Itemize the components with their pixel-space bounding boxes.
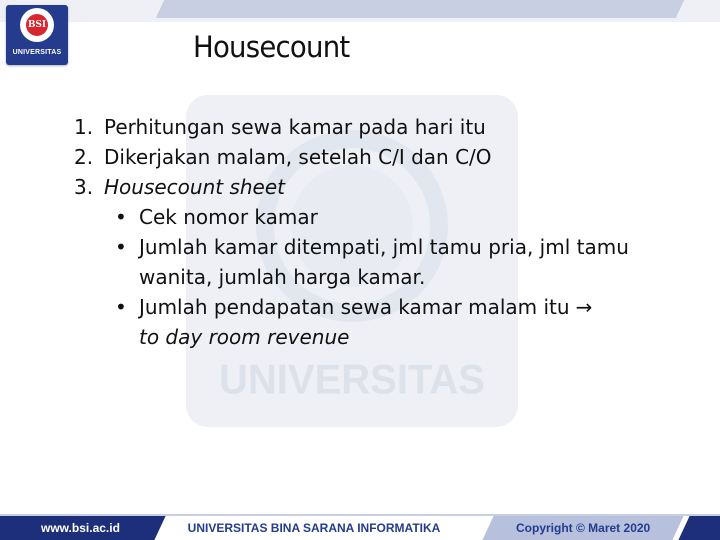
footer-end-block: [678, 516, 720, 540]
list-number: 1.: [74, 115, 94, 139]
bullet-icon: •: [115, 205, 127, 229]
sub-item-text: Cek nomor kamar: [139, 205, 318, 229]
top-decorative-bar: [0, 0, 720, 22]
logo-emblem: [20, 8, 54, 42]
bullet-icon: •: [115, 235, 127, 259]
university-logo: [6, 5, 68, 65]
footer-website: www.bsi.ac.id: [40, 521, 120, 535]
sub-item-text: [115, 292, 694, 352]
footer-institution: UNIVERSITAS BINA SARANA INFORMATIKA: [168, 516, 460, 540]
list-item-1: [74, 112, 694, 142]
sub-item-main-text: Jumlah pendapatan sewa kamar malam itu: [139, 295, 570, 319]
sub-item-1: [74, 202, 694, 232]
list-text: Housecount sheet: [104, 175, 286, 199]
watermark-text: UNIVERSITAS: [219, 356, 485, 404]
arrow-right-icon: →: [575, 295, 593, 319]
bullet-icon: •: [115, 295, 127, 319]
sub-item-3: [74, 292, 694, 352]
footer-copyright-block: [482, 516, 683, 540]
list-number: 3.: [74, 175, 94, 199]
list-text: Dikerjakan malam, setelah C/I dan C/O: [104, 145, 492, 169]
logo-badge: BSI: [26, 14, 48, 36]
sub-item-continuation: to day room revenue: [139, 325, 350, 349]
list-item-2: [74, 142, 694, 172]
sub-item-2: [74, 232, 694, 292]
list-item-3: [74, 172, 694, 202]
slide-content: [74, 112, 694, 352]
slide-title: Housecount: [193, 30, 350, 64]
footer-copyright: Copyright © Maret 2020: [515, 521, 651, 535]
footer: [0, 516, 720, 540]
list-number: 2.: [74, 145, 94, 169]
sub-item-text: Jumlah kamar ditempati, jml tamu pria, jml tamu wanita, jumlah harga kamar.: [139, 235, 629, 289]
footer-website-block: [0, 516, 166, 540]
list-text: Perhitungan sewa kamar pada hari itu: [104, 115, 486, 139]
top-band: [156, 0, 684, 18]
logo-caption: UNIVERSITAS: [12, 49, 62, 56]
